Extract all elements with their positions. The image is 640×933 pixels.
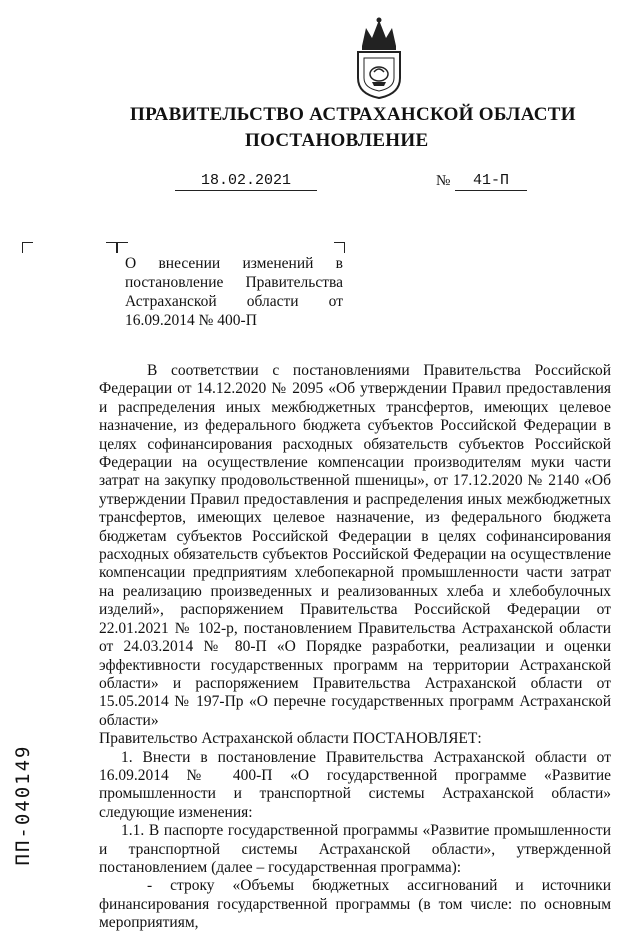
corner-mark (117, 242, 128, 253)
paragraph-item-1: 1. Внести в постановление Правительства Астраханской области от 16.09.2014 № 400-П «О государственной программе «Развитие промышленности и транспортной системы Астраханской области» следующие изменения: (99, 748, 611, 821)
number-label: № (436, 173, 451, 189)
coat-of-arms-emblem (352, 16, 406, 100)
document-date: 18.02.2021 (175, 172, 317, 191)
paragraph-resolves: Правительство Астраханской области ПОСТАНОВЛЯЕТ: (99, 730, 482, 748)
registration-stamp (8, 720, 38, 890)
document-subject: О внесении изменений в постановление Правительства Астраханской области от 16.09.2014 № 400-П (125, 255, 343, 329)
paragraph-preamble: В соответствии с постановлениями Правительства Российской Федерации от 14.12.2020 № 2095 «Об утверждении Правил предоставления и распределения иных межбюджетных трансфертов, имеющих целевое назначение, из федерального бюджета субъектов Российской Федерации в целях софинансирования расходных обязательств субъектов Российской Федерации на осуществление компенсации производителям муки части затрат на закупку продовольственной пшеницы», от 17.12.2020 № 2140 «Об утверждении Правил предоставления и распределения иных межбюджетных трансфертов, имеющих целевое назначение, из федерального бюджета бюджетам субъектов Российской Федерации в целях софинансирования расходных обязательств субъектов Российской Федерации на осуществление компенсации предприятиям хлебопекарной промышленности части затрат на реализацию произведенных и реализованных хлеба и хлебобулочных изделий», распоряжением Правительства Российской Федерации от 22.01.2021 № 102-р, постановлением Правительства Астраханской области от 24.03.2014 № 80-П «О Порядке разработки, реализации и оценки эффективности государственных программ на территории Астраханской области» и распоряжением Правительства Астраханской области от 15.05.2014 № 197-Пр «О перечне государственных программ Астраханской области» (99, 362, 611, 729)
paragraph-item-1-1: 1.1. В паспорте государственной программы «Развитие промышленности и транспортной системы Астраханской области», утвержденной постановлением (далее – государственная программа): (99, 822, 611, 876)
corner-mark (22, 242, 33, 253)
corner-mark (106, 242, 117, 253)
document-body (99, 362, 611, 933)
document-type-title: ПОСТАНОВЛЕНИЕ (245, 130, 429, 151)
document-number: 41-П (455, 172, 527, 191)
paragraph-line-item: - строку «Объемы бюджетных ассигнований и источники финансирования государственной программы (в том числе: по основным мероприятиям, (99, 877, 611, 932)
government-title: ПРАВИТЕЛЬСТВО АСТРАХАНСКОЙ ОБЛАСТИ (130, 104, 576, 125)
corner-mark (334, 242, 345, 253)
stamp-number: ПП-040149 (12, 744, 34, 866)
